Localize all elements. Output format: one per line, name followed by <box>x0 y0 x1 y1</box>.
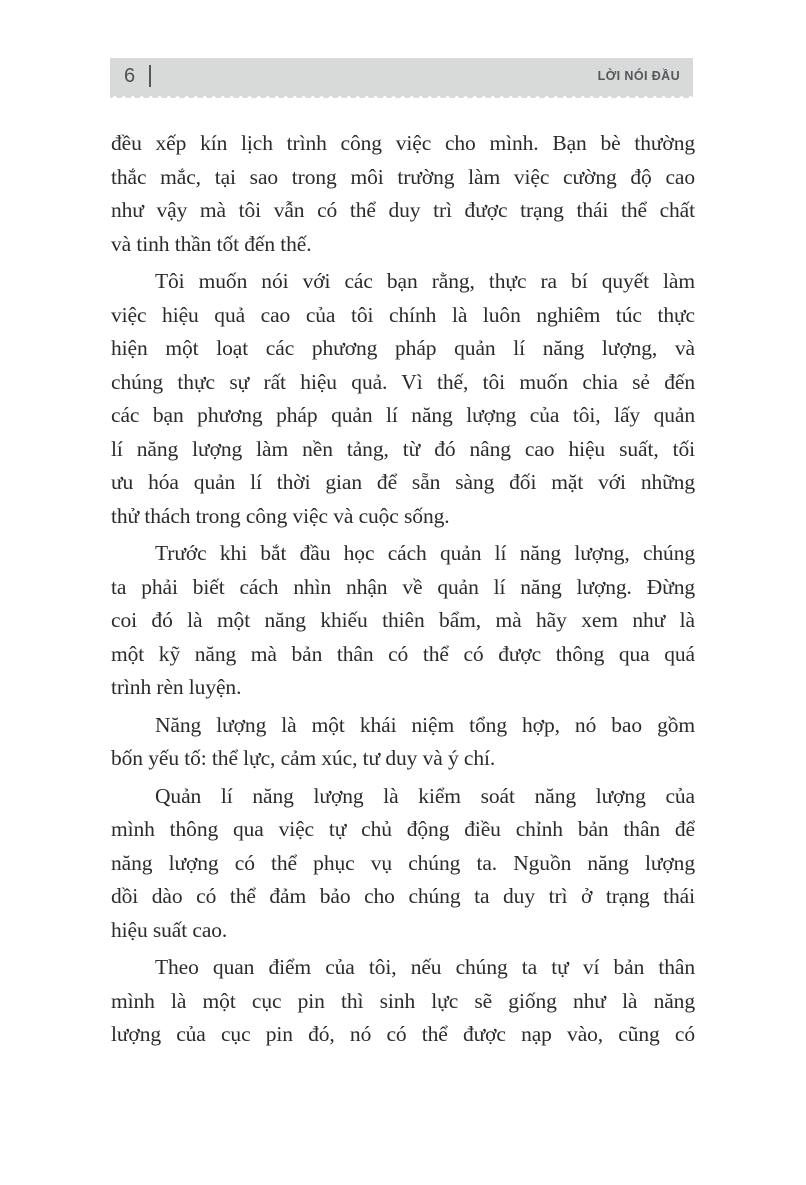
text-line: ưu hóa quản lí thời gian để sẵn sàng đối mặt với những <box>111 470 695 494</box>
text-line: và tinh thần tốt đến thế. <box>111 231 312 256</box>
text-line: như vậy mà tôi vẫn có thể duy trì được trạng thái thể chất <box>111 198 695 222</box>
text-line: đều xếp kín lịch trình công việc cho mình. Bạn bè thường <box>111 131 695 155</box>
text-line: thử thách trong công việc và cuộc sống. <box>111 503 450 528</box>
text-line: mình thông qua việc tự chủ động điều chỉnh bản thân để <box>111 817 695 841</box>
text-line: Trước khi bắt đầu học cách quản lí năng lượng, chúng <box>155 541 695 565</box>
text-line: bốn yếu tố: thể lực, cảm xúc, tư duy và ý chí. <box>111 746 496 770</box>
body-text <box>111 127 695 1056</box>
page-header <box>110 58 693 98</box>
paragraph <box>111 709 695 776</box>
text-line: năng lượng có thể phục vụ chúng ta. Nguồn năng lượng <box>111 850 695 875</box>
scallop-edge <box>110 93 693 98</box>
text-line: Quản lí năng lượng là kiểm soát năng lượng của <box>155 783 695 808</box>
paragraph <box>111 780 695 948</box>
text-line: lí năng lượng làm nền tảng, từ đó nâng cao hiệu suất, tối <box>111 436 695 461</box>
text-line: ta phải biết cách nhìn nhận về quản lí năng lượng. Đừng <box>111 574 695 599</box>
text-line: thắc mắc, tại sao trong môi trường làm việc cường độ cao <box>111 164 695 189</box>
running-title: LỜI NÓI ĐẦU <box>597 68 680 83</box>
header-divider <box>149 65 151 87</box>
paragraph <box>111 127 695 261</box>
header-bar <box>110 58 693 93</box>
paragraph <box>111 951 695 1052</box>
text-line: dồi dào có thể đảm bảo cho chúng ta duy trì ở trạng thái <box>111 884 695 908</box>
paragraph <box>111 537 695 705</box>
text-line: trình rèn luyện. <box>111 675 242 699</box>
text-line: các bạn phương pháp quản lí năng lượng của tôi, lấy quản <box>111 403 695 427</box>
text-line: hiệu suất cao. <box>111 917 228 942</box>
text-line: mình là một cục pin thì sinh lực sẽ giống như là năng <box>111 988 695 1013</box>
text-line: chúng thực sự rất hiệu quả. Vì thế, tôi muốn chia sẻ đến <box>111 369 695 394</box>
text-line: lượng của cục pin đó, nó có thể được nạp vào, cũng có <box>111 1022 695 1046</box>
text-line: một kỹ năng mà bản thân có thể có được thông qua quá <box>111 641 695 666</box>
text-line: Năng lượng là một khái niệm tổng hợp, nó bao gồm <box>155 712 695 737</box>
text-line: Theo quan điểm của tôi, nếu chúng ta tự ví bản thân <box>155 955 695 979</box>
text-line: việc hiệu quả cao của tôi chính là luôn nghiêm túc thực <box>111 302 695 327</box>
text-line: Tôi muốn nói với các bạn rằng, thực ra bí quyết làm <box>155 269 695 293</box>
text-line: coi đó là một năng khiếu thiên bẩm, mà hãy xem như là <box>111 608 695 632</box>
paragraph <box>111 265 695 533</box>
page-number: 6 <box>124 64 136 87</box>
text-line: hiện một loạt các phương pháp quản lí năng lượng, và <box>111 336 695 360</box>
